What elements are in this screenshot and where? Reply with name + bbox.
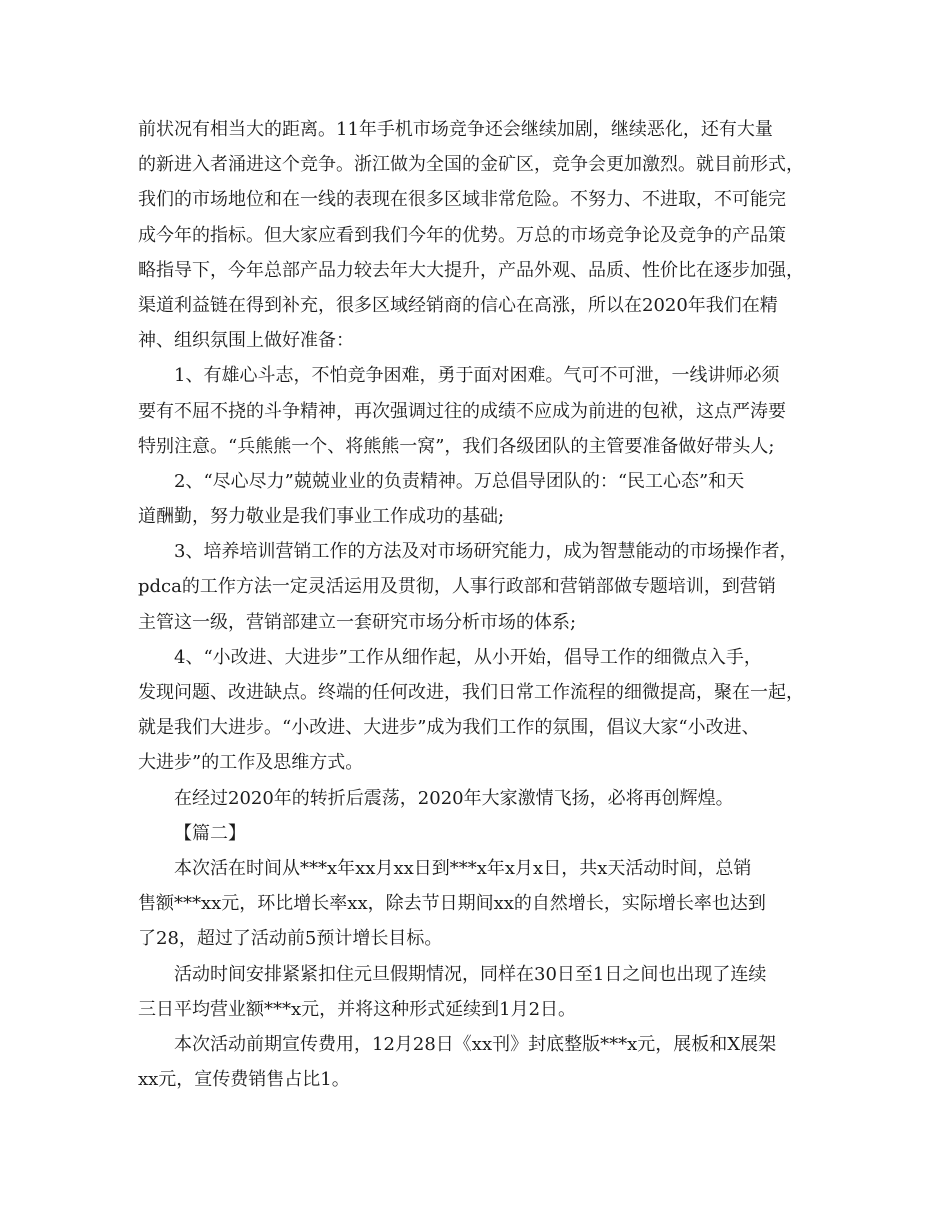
text-line: 大进步”的工作及思维方式。: [138, 752, 364, 774]
text-line: 成今年的指标。但大家应看到我们今年的优势。万总的市场竞争论及竞争的产品策: [138, 224, 786, 246]
text-line: 要有不屈不挠的斗争精神，再次强调过往的成绩不应成为前进的包袱，这点严涛要: [138, 400, 786, 422]
text-line: 渠道利益链在得到补充，很多区域经销商的信心在高涨，所以在2020年我们在精: [138, 294, 778, 316]
text-line: 本次活在时间从***x年xx月xx日到***x年x月x日，共x天活动时间，总销: [174, 857, 752, 879]
text-line: 我们的市场地位和在一线的表现在很多区域非常危险。不努力、不进取，不可能完: [138, 189, 786, 211]
text-line: 主管这一级，营销部建立一套研究市场分析市场的体系;: [138, 611, 577, 633]
text-line: 了28，超过了活动前5预计增长目标。: [138, 928, 443, 950]
text-line: 【篇二】: [174, 822, 246, 844]
text-line: 售额***xx元，环比增长率xx，除去节日期间xx的自然增长，实际增长率也达到: [138, 893, 766, 915]
document-body: [138, 112, 822, 1097]
text-line: 2、“尽心尽力”兢兢业业的负责精神。万总倡导团队的：“民工心态”和天: [174, 470, 745, 492]
text-line: 3、培养培训营销工作的方法及对市场研究能力，成为智慧能动的市场操作者，: [174, 541, 798, 563]
text-line: 略指导下，今年总部产品力较去年大大提升，产品外观、品质、性价比在逐步加强，: [138, 259, 804, 281]
text-line: 1、有雄心斗志，不怕竞争困难，勇于面对困难。气可不可泄，一线讲师必须: [174, 365, 780, 387]
text-line: pdca的工作方法一定灵活运用及贯彻，人事行政部和营销部做专题培训，到营销: [138, 576, 776, 598]
text-line: xx元，宣传费销售占比1。: [138, 1069, 350, 1091]
text-line: 就是我们大进步。“小改进、大进步”成为我们工作的氛围，倡议大家“小改进、: [138, 717, 760, 739]
text-line: 前状况有相当大的距离。11年手机市场竞争还会继续加剧，继续恶化，还有大量: [138, 119, 773, 140]
text-line: 4、“小改进、大进步”工作从细作起，从小开始，倡导工作的细微点入手，: [174, 646, 762, 668]
text-line: 本次活动前期宣传费用，12月28日《xx刊》封底整版***x元，展板和X展架: [174, 1033, 777, 1055]
text-line: 的新进入者涌进这个竞争。浙江做为全国的金矿区，竞争会更加激烈。就目前形式，: [138, 154, 804, 176]
text-line: 发现问题、改进缺点。终端的任何改进，我们日常工作流程的细微提高，聚在一起，: [138, 682, 804, 703]
text-line: 特别注意。“兵熊熊一个、将熊熊一窝”，我们各级团队的主管要准备做好带头人;: [138, 435, 775, 457]
text-line: 在经过2020年的转折后震荡，2020年大家激情飞扬，必将再创辉煌。: [174, 787, 734, 809]
text-line: 三日平均营业额***x元，并将这种形式延续到1月2日。: [138, 998, 577, 1020]
text-line: 活动时间安排紧紧扣住元旦假期情况，同样在30日至1日之间也出现了连续: [174, 963, 767, 985]
text-line: 道酬勤，努力敬业是我们事业工作成功的基础;: [138, 506, 505, 528]
text-line: 神、组织氛围上做好准备：: [138, 330, 354, 352]
